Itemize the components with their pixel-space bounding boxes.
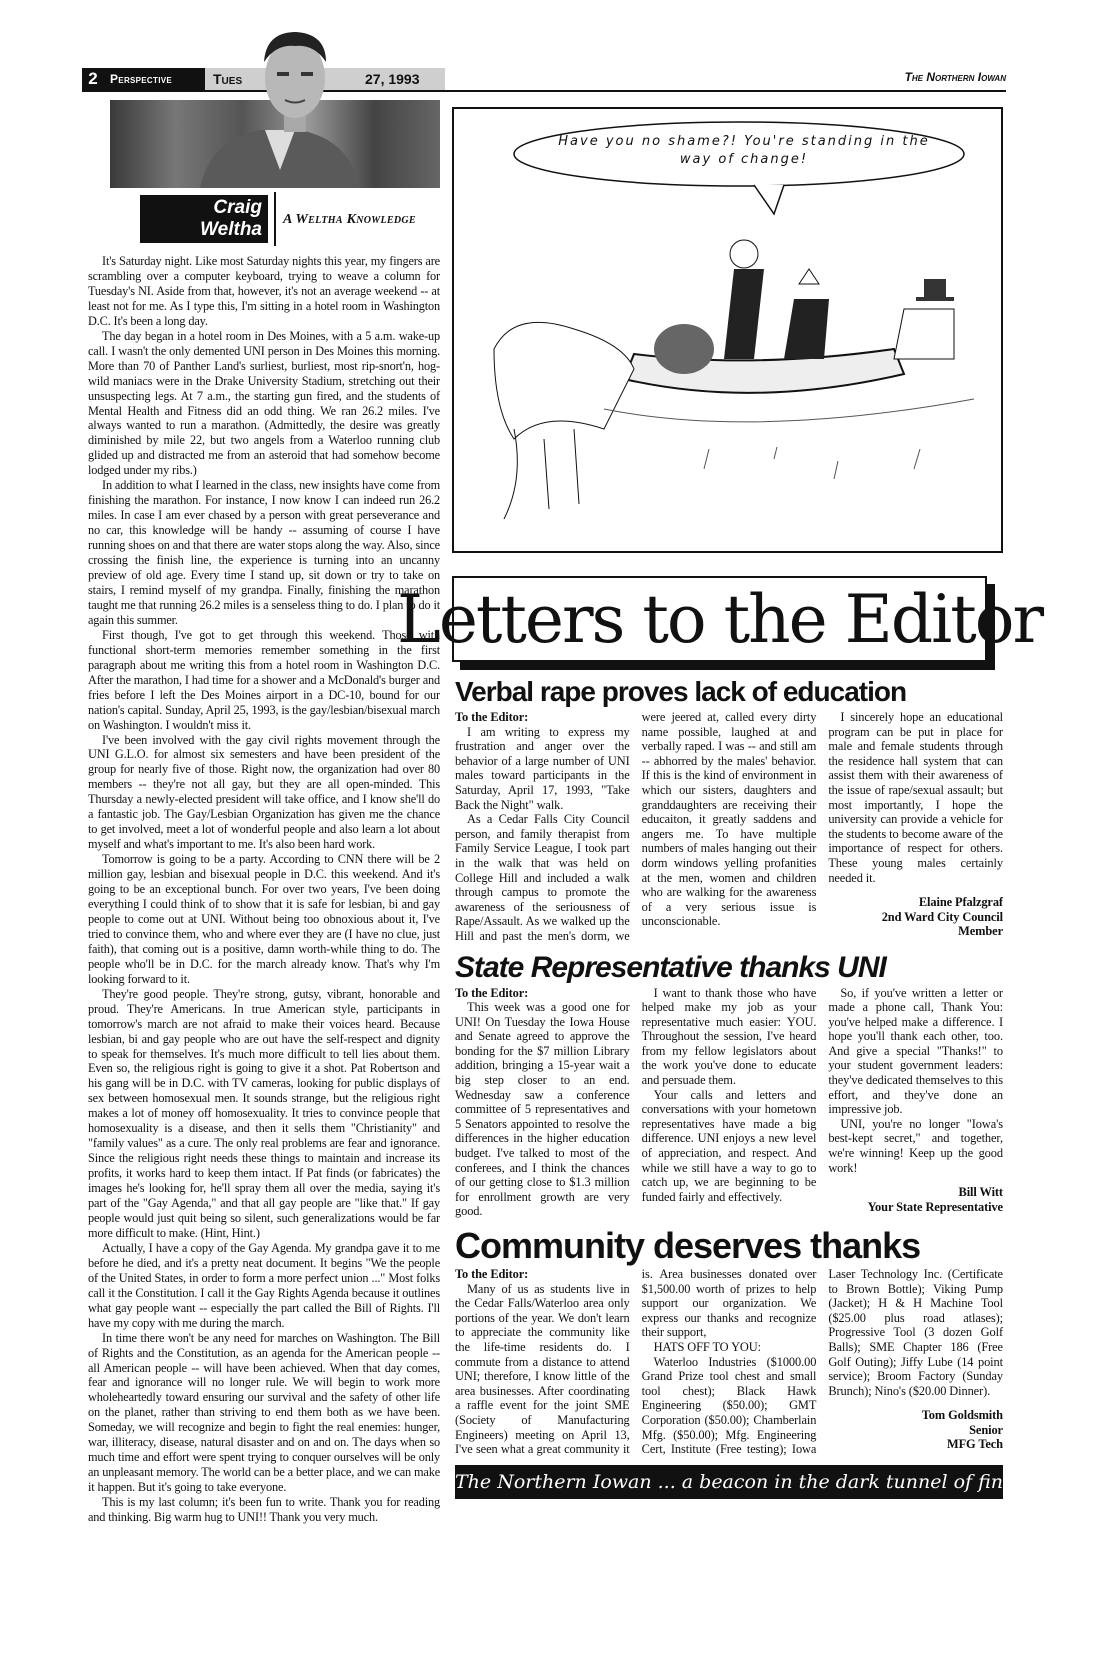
letter-paragraph: Waterloo Industries ($1000.00 Grand Prize tool chest and small tool chest); Black Hawk Engineering ($50.00); GMT Corporation ($50.00); Chamberlain Mfg. ($50.00); Mfg. Engineering Cert, Institute (Free testing); Iowa Laser Technology Inc. (Certificate to Brown Bottle); Viking Pump (Jacket); H & H Machine Tool ($25.00 plus road atlases); Progressive Tool (3 dozen Golf Balls); SME Chapter 186 (Free Golf Outing); Jiffy Lube (14 point service); Broom Factory (Sunday Brunch); Nino's ($20.00 Dinner). [641,1267,1003,1457]
column-paragraph: I've been involved with the gay civil rights movement through the UNI G.L.O. for almost six semesters and have been president of the group for nearly five of those. Right now, the organization had over 80 members -- they're not all gay, but they are all open-minded. This Thursday a newly-elected president will take office, and I know she'll do a fantastic job. The Gay/Lesbian Organization has given me the chance to get involved, meet a lot of wonderful people and also learn a lot about myself and what's important to me. It's also been hard work. [88,732,440,852]
column-paragraph: In addition to what I learned in the class, new insights have come from finishing the marathon. For instance, I now know I can indeed run 26.2 miles. In case I am ever chased by a person with great perseverance and no car, this knowledge will be handy -- assuming of course I have running shoes on and that there are water stops along the way. Also, since crossing the finish line, the experience is turning into an uncanny preview of old age. Every time I stand up, sit down or try to take on stairs, I remind myself of my grandpa. Finally, finishing the marathon taught me that running 26.2 miles is a senseless thing to do. I plan to do it again this summer. [88,478,440,627]
letter-paragraph: UNI, you're no longer "Iowa's best-kept secret," and together, we're winning! Keep up the good work! [828,1116,1003,1175]
paper-name: The Northern Iowan [904,70,1006,84]
column-paragraph: They're good people. They're strong, gutsy, vibrant, honorable and proud. They're Americans. In true American style, participants in tomorrow's march are not afraid to make their voices heard. Because lesbian, bi and gay people who are out have the self-respect and dignity to speak for themselves. It's much more difficult to tell lies about them. Even so, the religious right is going to give it a shot. Pat Robertson and his gang will be in D.C. with TV cameras, looking for public displays of sex between homosexual men. It sounds strange, but the religious right makes a lot of money off homosexuality. It tries to convince people that homosexuality is a disease, and then it sells them "Christianity" and "family values" as a cure. The only real problems are fear and ignorance. Since the religious right needs these things to maintain and increase its profits, it works hard to keep them intact. If Pat finds (or fabricates) the images he's looking for, he'll spray them all over the media, saying it's part of the "Gay Agenda," and that all gay people are "like that." If gay people would just quit being so silent, such generalizations would be far more difficult to make. (Hint, Hint.) [88,986,440,1240]
letter-3-headline: Community deserves thanks [455,1225,921,1266]
author-first-name: Craig [213,197,262,218]
letter-signature [828,1408,1003,1452]
page-number: 2 [82,68,104,90]
letters-banner [396,576,1043,662]
letter-paragraph: HATS OFF TO YOU: [653,1339,761,1354]
issue-date-end: 27, 1993 [365,71,420,87]
letter-2-headline: State Representative thanks UNI [455,950,886,984]
letter-paragraph: I am writing to express my frustration and anger over the behavior of a large number of UNI males toward participants in the Saturday, April 17, 1993, "Take Back the Night" walk. [455,724,630,812]
column-paragraph: Tomorrow is going to be a party. According to CNN there will be 2 million gay, lesbian and bisexual people in D.C. this weekend. And it's going to be an exceptional bunch. For over two years, I've been doing everything I could think of to show that it is safe for lesbian, bi and gay people to come out at UNI. Without being too obnoxious about it, I've tried to convince them, who and where ever they are (I have no clue, just faith), that coming out is a positive, damn worth-while thing to do. The people who'll be in D.C. for the march already know. That's why I'm looking forward to it. [88,852,440,986]
column-paragraph: It's Saturday night. Like most Saturday nights this year, my fingers are scrambling over a computer keyboard, trying to weave a column for Tuesday's NI. Aside from that, however, it's not an average weekend -- at least not for me. As I type this, I'm sitting in a hotel room in Washington D.C. It's been a long day. [88,254,440,328]
letter-salutation: To the Editor: [455,985,529,1000]
letter-paragraph: I sincerely hope an educational program can be put in place for male and female students through the residence hall system that can assist them with their awareness of the issue of rape/sexual assault; but most importantly, I hope the university can provide a vehicle for the students to become aware of the importance of respect for others. These young males certainly needed it. [828,710,1003,885]
letter-paragraph: I want to thank those who have helped make my job as your representative much easier: YOU. Throughout the session, I've heard from my fellow legislators about the work you've done to educate and persuade them. [641,985,817,1088]
page-header [82,68,1006,92]
letter-signature [828,1185,1003,1214]
signature-line: 2nd Ward City Council [881,909,1003,924]
letter-paragraph: As a Cedar Falls City Council person, and family therapist from Family Service League, I took part in the walk that was held on College Hill and included a walk through campus to promote the awareness of the seriousness of Rape/Assault. As we walked up the Hill and past the men's dorm, we were jeered at, called every dirty name possible, laughed at and verbally raped. I was -- and still am -- abhorred by the males' behavior. If this is the kind of environment in which our sisters, daughters and granddaughters are receiving their educaiton, it greatly saddens and angers me. To have multiple numbers of males hanging out their dorm windows yelling profanities at the men, women and children who are walking for the awareness of a very serious issue is unconscionable. [455,710,817,943]
letter-salutation: To the Editor: [455,710,529,724]
letter-1-headline: Verbal rape proves lack of education [455,676,907,707]
issue-date-start: Tues [213,71,243,87]
editorial-cartoon [452,107,1003,553]
letter-1 [455,710,1003,944]
signature-line: Bill Witt [958,1185,1003,1200]
byline-divider [274,192,276,246]
signature-line: Tom Goldsmith [921,1408,1003,1423]
letter-paragraph: Your calls and letters and conversations with your hometown representatives have made a big difference. UNI enjoys a new level of appreciation, and respect. And while we still have a way to go to catch up, we are beginning to be funded fairly and effectively. [641,1087,817,1204]
letter-paragraph: So, if you've written a letter or made a phone call, Thank You: you've helped make a difference. I hope you'll thank each other, too. And give a special "Thanks!" to your student government leaders: they've dedicated themselves to this effort, and they've done an impressive job. [828,985,1003,1117]
column-body [88,254,440,1525]
signature-line: Your State Representative [867,1199,1003,1214]
letter-salutation: To the Editor: [455,1267,529,1281]
footer-slogan: The Northern Iowan ... a beacon in the dark tunnel of finals. [455,1465,1003,1499]
letter-3 [455,1267,1003,1457]
column-paragraph: The day began in a hotel room in Des Moines, with a 5 a.m. wake-up call. I wasn't the only demented UNI person in Des Moines this morning. More than 70 of Panther Land's surliest, burliest, most rip-snort'n, hog-wild maniacs were in the Drake University Stadium, stretching out their unsuspecting legs. At 7 a.m., the starting gun fired, and the students of Mental Health and Fitness did an odd thing. We ran 26.2 miles. I've always wanted to run a marathon. (Admittedly, the desire was greatly diminished by mile 22, but two angels from a Waterloo running club glided up and distracted me from an asteroid that had somehow become lodged under my ribs.) [88,328,440,478]
signature-line: Member [958,924,1003,939]
cartoon-drawing [454,109,1001,551]
signature-line: Elaine Pfalzgraf [918,895,1003,910]
byline-box [140,195,268,243]
letter-signature [828,895,1003,939]
letters-section [455,674,1037,1499]
author-last-name: Weltha [200,219,262,240]
letter-paragraph: Many of us as students live in the Cedar Falls/Waterloo area only portions of the year. We don't learn to appreciate the community like the life-time residents do. I commute from a distance to attend UNI; therefore, I know little of the area businesses. After coordinating a raffle event for the joint SME (Society of Manufacturing Engineers) meeting on April 13, I've seen what a great community it is. Area businesses donated over $1,500.00 worth of prizes to help support our organization. We express our thanks and recognize their support, [455,1267,817,1457]
signature-line: Senior [969,1422,1003,1437]
column-paragraph: Actually, I have a copy of the Gay Agenda. My grandpa gave it to me before he died, and it's a pretty neat document. It begins "We the people of the United States, in order to form a more perfect union ..." Most folks call it the Constitution. I call it the Gay Rights Agenda because it outlines what gay people want -- especially the part called the Bill of Rights. I'll have my copy with me during the march. [88,1240,440,1330]
letter-paragraph: This week was a good one for UNI! On Tuesday the Iowa House and Senate agreed to approve the bonding for the $7 million Library addition, bringing a 15-year wait a big step closer to an end. Wednesday saw a conference committee of 5 representatives and 5 Senators appointed to resolve the differences in the higher education budget. I've talked to most of the conferees, and I think the chances of our getting close to $1.3 million for enrollment growth are very good. [455,1000,630,1219]
column-title: A Weltha Knowledge [283,212,416,227]
column-paragraph: In time there won't be any need for marches on Washington. The Bill of Rights and the Constitution, as an agenda for the American people -- all American people -- will have been achieved. When that day comes, fear and ignorance will no longer rule. We will begin to work more wholeheartedly toward ensuring our survival and the safety of other life on the planet, rather than striving to end them both as we have been. Someday, we will recognize and begin to fight the real enemies: hunger, war, illiteracy, disease, natural disaster and on and on. The days when so much time and effort were spent trying to conquer ourselves will be only an unpleasant memory. The world can be a better place, and we can make it happen. But it's going to take everyone. [88,1330,440,1495]
column-paragraph: This is my last column; it's been fun to write. Thank you for reading and thinking. Big warm hug to UNI!! Thank you very much. [88,1495,440,1525]
letters-banner-title: Letters to the Editor [454,578,985,660]
columnist-shoulders [190,130,370,188]
cartoon-speech-bubble: Have you no shame?! You're standing in the way of change! [558,134,930,167]
columnist-portrait [262,32,328,132]
letter-2 [455,986,1003,1220]
section-name: Perspective [104,68,205,90]
column-paragraph: First though, I've got to get through this weekend. Those with functional short-term memories remember something in the first paragraph about me writing this from a hotel room in Washington D.C. After the marathon, I had time for a shower and a McDonald's burger and fries before I left the Des Moines airport in a DC-10, bound for our nation's capital. Sunday, April 25, 1993, is the gay/lesbian/bisexual march on Washington. I wouldn't miss it. [88,627,440,732]
signature-line: MFG Tech [946,1437,1003,1452]
